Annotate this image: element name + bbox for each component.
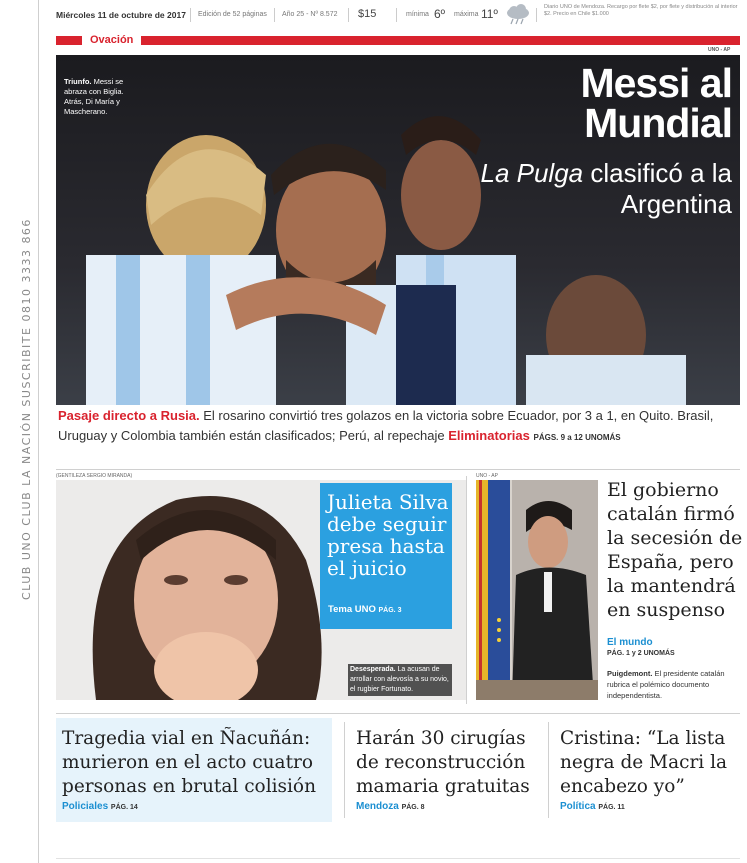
divider xyxy=(190,8,191,22)
issue-date: Miércoles 11 de octubre de 2017 xyxy=(56,10,186,20)
photo-credit: UNO - AP xyxy=(708,47,731,53)
lead-kicker: Pasaje directo a Rusia. xyxy=(58,408,200,423)
divider xyxy=(396,8,397,22)
julieta-caption-bold: Desesperada. xyxy=(350,666,396,673)
divider xyxy=(56,858,740,859)
divider xyxy=(536,8,537,22)
story-section[interactable] xyxy=(62,801,138,812)
hero-caption-text: Messi se abraza con Biglia. Atrás, Di María y Mascherano. xyxy=(64,77,124,116)
divider xyxy=(344,722,345,818)
divider xyxy=(348,8,349,22)
story-page: PÁG. 11 xyxy=(598,804,625,811)
lead-section-link[interactable]: Eliminatorias xyxy=(448,428,530,443)
price: $15 xyxy=(358,8,377,20)
lead-text: El rosarino convirtió tres golazos en la victoria sobre Ecuador, por 3 a 1, en Quito. Brasil, Uruguay y Colombia también están clasificados; Perú, al repechaje xyxy=(58,408,714,443)
julieta-headline[interactable]: Julieta Silva debe seguir presa hasta el juicio xyxy=(327,490,449,580)
julieta-headline-box[interactable] xyxy=(320,483,452,629)
story-page: PÁG. 8 xyxy=(401,804,425,811)
hero-photo[interactable] xyxy=(56,55,740,405)
story-section-label: Política xyxy=(560,801,596,812)
divider xyxy=(56,469,740,470)
story-headline[interactable]: Tragedia vial en Ñacuñán: murieron en el acto cuatro personas en brutal colisión xyxy=(62,728,316,797)
story-page: PÁG. 14 xyxy=(110,804,138,811)
story-section[interactable] xyxy=(560,801,625,812)
divider xyxy=(56,713,740,714)
julieta-section[interactable] xyxy=(328,604,401,615)
sidebar-promo-text: CLUB UNO CLUB LA NACIÓN SUSCRIBITE 0810 3333 866 xyxy=(20,218,33,600)
masthead-fineprint: Diario UNO de Mendoza. Recargo por flete $2, por flete y distribución al interior $2. Precio en Chile $1.000 xyxy=(544,4,738,17)
puigdemont-photo[interactable] xyxy=(476,480,598,700)
hero-subheadline-italic: La Pulga xyxy=(480,158,584,188)
catalan-caption-text: El presidente catalán rubrica el polémico documento independentista. xyxy=(607,669,725,700)
catalan-pages: PÁG. 1 y 2 UNOMÁS xyxy=(607,650,675,657)
hero-subheadline-rest: clasificó a la Argentina xyxy=(590,158,732,219)
julieta-caption-text: La acusan de arrollar con alevosía a su novio, el rugbier Fortunato. xyxy=(350,666,449,693)
catalan-section[interactable]: El mundo xyxy=(607,637,653,648)
section-bar xyxy=(56,36,740,45)
story-headline[interactable]: Harán 30 cirugías de reconstrucción mamaria gratuitas xyxy=(356,728,530,797)
puigdemont-illustration xyxy=(476,480,598,700)
masthead-meta xyxy=(56,4,740,26)
photo-credit: (GENTILEZA SERGIO MIRANDA) xyxy=(56,473,133,479)
lead-paragraph xyxy=(58,406,742,448)
story-section-label: Policiales xyxy=(62,801,109,812)
divider xyxy=(274,8,275,22)
story-section[interactable] xyxy=(356,801,425,812)
photo-credit: UNO - AP xyxy=(476,473,498,479)
story-section-label: Mendoza xyxy=(356,801,399,812)
julieta-caption xyxy=(348,664,452,696)
lead-pages: PÁGS. 9 a 12 UNOMÁS xyxy=(533,433,621,442)
catalan-caption xyxy=(607,668,743,701)
section-label[interactable]: Ovación xyxy=(82,32,141,48)
divider xyxy=(466,476,467,704)
hero-caption xyxy=(64,77,138,117)
julieta-page: PÁG. 3 xyxy=(378,607,402,614)
divider xyxy=(548,722,549,818)
edition-info: Edición de 52 páginas xyxy=(198,11,267,18)
julieta-section-label: Tema UNO xyxy=(328,604,376,615)
hero-headline[interactable]: Messi al Mundial xyxy=(580,60,732,146)
story-headline[interactable]: Cristina: “La lista negra de Macri la encabezo yo” xyxy=(560,728,728,797)
temp-min: 6º xyxy=(434,7,446,21)
temp-max-label: máxima xyxy=(454,11,479,18)
hero-subheadline xyxy=(472,158,732,220)
temp-max: 11º xyxy=(481,7,498,21)
side-rule xyxy=(38,0,39,863)
hero-caption-bold: Triunfo. xyxy=(64,77,92,86)
cloud-rain-icon xyxy=(505,4,531,28)
temp-min-label: mínima xyxy=(406,11,429,18)
catalan-headline[interactable]: El gobierno catalán firmó la secesión de España, pero la mantendrá en suspenso xyxy=(607,479,743,621)
year-number: Año 25 - Nº 8.572 xyxy=(282,11,338,18)
catalan-caption-bold: Puigdemont. xyxy=(607,669,653,678)
